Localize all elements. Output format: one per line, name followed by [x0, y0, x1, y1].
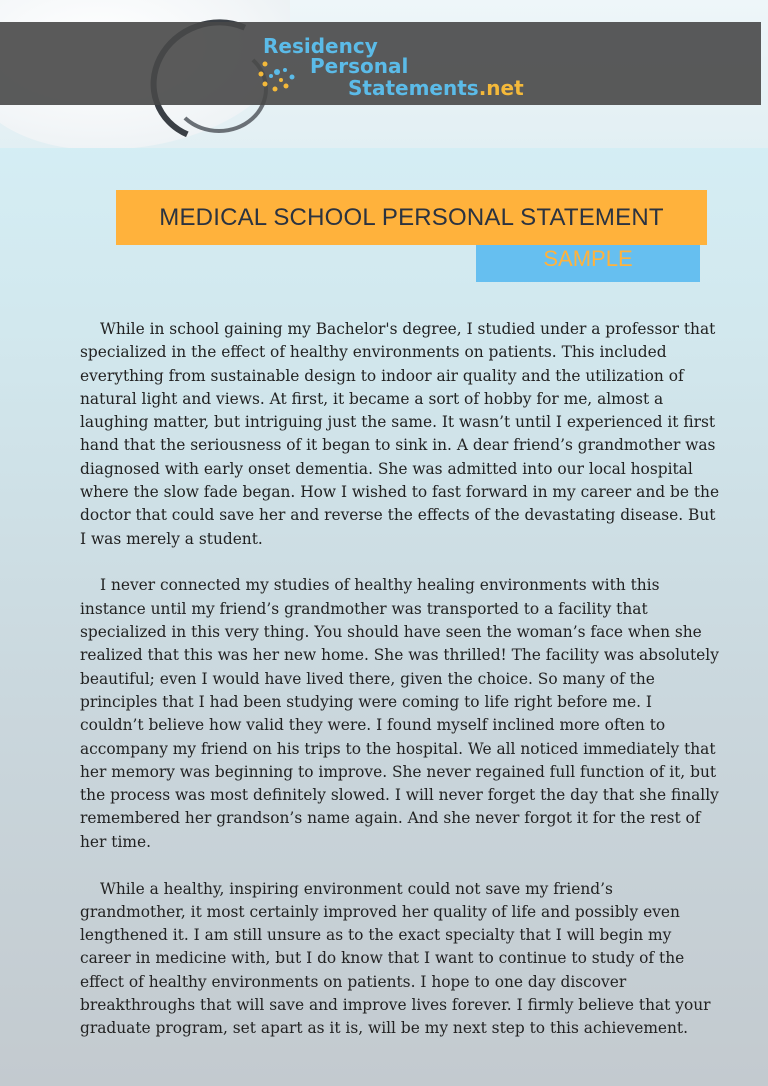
- logo-text-statements-word: Statements: [348, 76, 479, 100]
- statement-body: [80, 318, 720, 1064]
- title-box: [116, 190, 707, 245]
- logo-text-personal: Personal: [310, 54, 409, 78]
- subtitle-box: [476, 245, 700, 282]
- site-logo[interactable]: [255, 32, 545, 102]
- page-title: MEDICAL SCHOOL PERSONAL STATEMENT: [159, 203, 664, 231]
- paragraph-3: While a healthy, inspiring environment could not save my friend’s grandmother, it most certainly improved her quality of life and possibly even lengthened it. I am still unsure as to the exact specialty that I will begin my career in medicine with, but I do know that I want to continue to study of the effect of healthy environments on patients. I hope to one day discover breakthroughs that will save and improve lives forever. I firmly believe that your graduate program, set apart as it is, will be my next step to this achievement.: [80, 879, 711, 1038]
- page-subtitle: SAMPLE: [543, 246, 633, 271]
- paragraph-1: While in school gaining my Bachelor's degree, I studied under a professor that specialized in the effect of healthy environments on patients. This included everything from sustainable design to indoor air quality and the utilization of natural light and views. At first, it became a sort of hobby for me, almost a laughing matter, but intriguing just the same. It wasn’t until I experienced it first hand that the seriousness of it began to sink in. A dear friend’s grandmother was diagnosed with early onset dementia. She was admitted into our local hospital where the slow fade began. How I wished to fast forward in my career and be the doctor that could save her and reverse the effects of the devastating disease. But I was merely a student.: [80, 320, 720, 548]
- logo-text-residency: Residency: [263, 34, 378, 58]
- paragraph-2: I never connected my studies of healthy healing environments with this instance until my friend’s grandmother was transported to a facility that specialized in this very thing. You should have seen the woman’s face when she realized that this was her new home. She was thrilled! The facility was absolutely beautiful; even I would have lived there, given the choice. So many of the principles that I had been studying were coming to life right before me. I couldn’t believe how valid they were. I found myself inclined more often to accompany my friend on his trips to the hospital. We all noticed immediately that her memory was beginning to improve. She never regained full function of it, but the process was most definitely slowed. I will never forget the day that she finally remembered her grandson’s name again. And she never forgot it for the rest of her time.: [80, 576, 719, 851]
- logo-text-net: .net: [478, 76, 524, 100]
- logo-text-statements: [348, 78, 524, 98]
